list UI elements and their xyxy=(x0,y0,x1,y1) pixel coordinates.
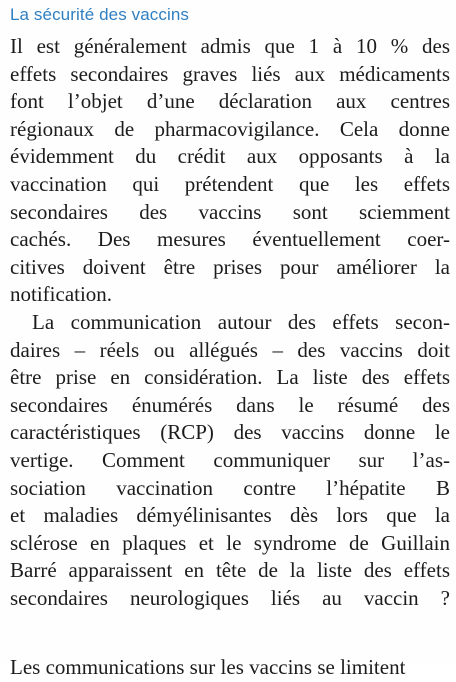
text-line: vaccination qui prétendent que les effets xyxy=(10,171,450,196)
text-line: évidemment du crédit aux opposants à la xyxy=(10,144,450,169)
text-line: cachés. Des mesures éventuellement coer- xyxy=(10,227,450,252)
cut-off-line-text: Les communications sur les vaccins se limitent xyxy=(10,655,406,679)
text-line: sociation vaccination contre l’hépatite B xyxy=(10,475,450,500)
text-line: vertige. Comment communiquer sur l’as- xyxy=(10,447,450,472)
text-line: Barré apparaissent en tête de la liste des effets xyxy=(10,558,450,583)
text-line: secondaires des vaccins sont sciemment xyxy=(10,199,450,224)
text-line: secondaires neurologiques liés au vaccin ? xyxy=(10,585,450,610)
text-line: Il est généralement admis que 1 à 10 % des xyxy=(10,34,450,58)
text-line: effets secondaires graves liés aux médicaments xyxy=(10,61,450,86)
text-line: notification. xyxy=(10,282,113,307)
paragraph-start-line: La communication autour des effets secon- xyxy=(32,309,450,334)
article-body xyxy=(10,33,450,612)
text-line: citives doivent être prises pour améliorer la xyxy=(10,254,450,279)
cut-off-line xyxy=(10,654,450,679)
text-line: et maladies démyélinisantes dès lors que la xyxy=(10,503,450,528)
text-line: daires – réels ou allégués – des vaccins doit xyxy=(10,337,450,362)
text-line: régionaux de pharmacovigilance. Cela donne xyxy=(10,116,450,141)
section-heading: La sécurité des vaccins xyxy=(10,5,189,24)
text-line: être prise en considération. La liste des effets xyxy=(10,365,450,390)
text-line: sclérose en plaques et le syndrome de Guillain xyxy=(10,530,450,555)
text-line: font l’objet d’une déclaration aux centres xyxy=(10,89,450,114)
text-line: secondaires énumérés dans le résumé des xyxy=(10,392,450,417)
text-line: caractéristiques (RCP) des vaccins donne le xyxy=(10,420,450,445)
